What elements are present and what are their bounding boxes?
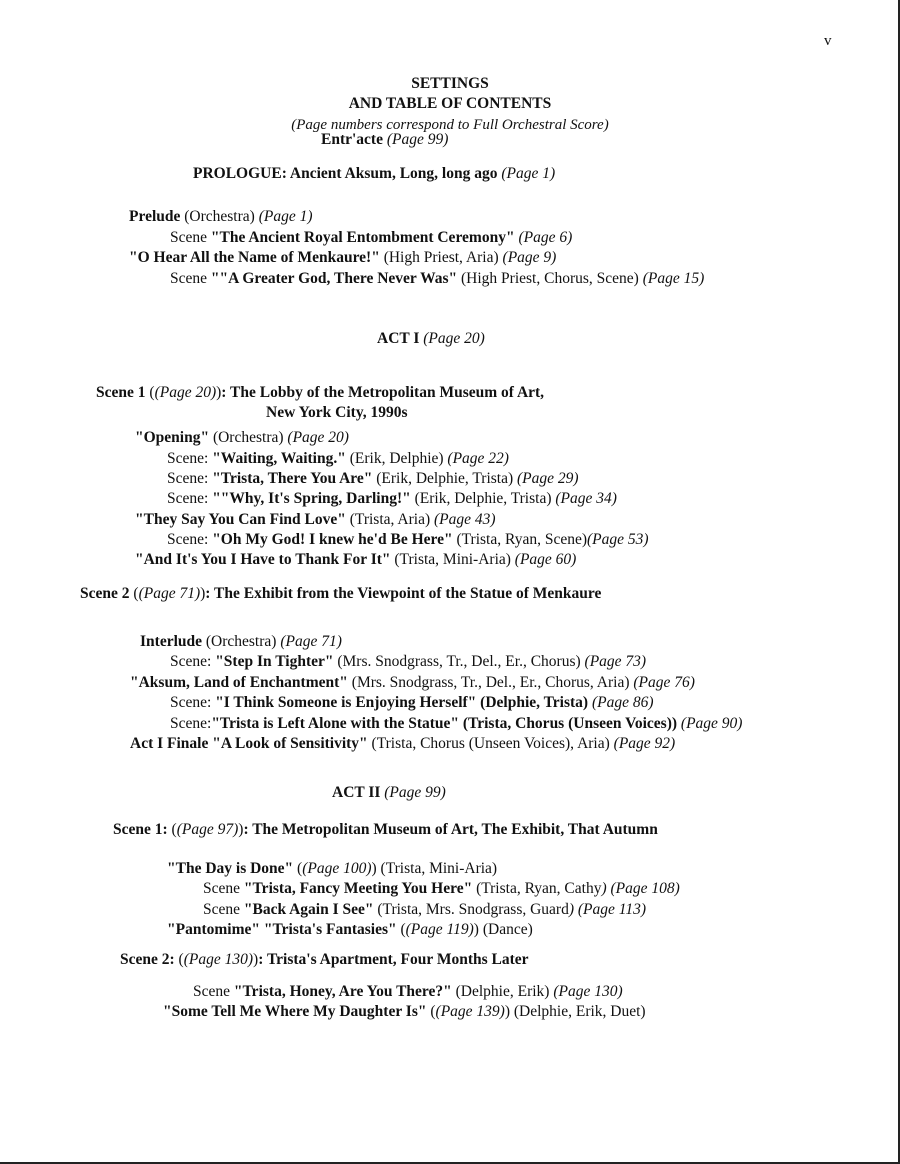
toc-entry: "Aksum, Land of Enchantment" (Mrs. Snodgrass, Tr., Del., Er., Chorus, Aria) (Page 76) [130,674,695,691]
toc-entry: "And It's You I Have to Thank For It" (Trista, Mini-Aria) (Page 60) [135,551,577,568]
header-settings: SETTINGS [411,75,489,92]
act1-scene1-heading: Scene 1 ((Page 20)): The Lobby of the Metropolitan Museum of Art, [96,384,545,401]
toc-entry: Prelude (Orchestra) (Page 1) [129,208,313,225]
toc-entry: Scene "The Ancient Royal Entombment Ceremony" (Page 6) [170,229,573,246]
toc-entry: Scene: "Step In Tighter" (Mrs. Snodgrass, Tr., Del., Er., Chorus) (Page 73) [170,653,647,670]
act1-scene1-heading-cont: New York City, 1990s [266,404,408,421]
toc-entry: Act I Finale "A Look of Sensitivity" (Trista, Chorus (Unseen Voices), Aria) (Page 92) [130,735,676,752]
toc-entry: Scene: "Waiting, Waiting." (Erik, Delphie) (Page 22) [167,450,509,467]
act2-scene1-heading: Scene 1: ((Page 97)): The Metropolitan Museum of Art, The Exhibit, That Autumn [113,821,658,838]
prologue-heading: PROLOGUE: Ancient Aksum, Long, long ago (Page 1) [193,165,556,182]
toc-entry: Scene:"Trista is Left Alone with the Statue" (Trista, Chorus (Unseen Voices)) (Page 90) [170,715,743,732]
header-toc: AND TABLE OF CONTENTS [348,95,552,112]
toc-entry: "The Day is Done" ((Page 100)) (Trista, Mini-Aria) [167,860,498,877]
act1-scene2-heading: Scene 2 ((Page 71)): The Exhibit from the Viewpoint of the Statue of Menkaure [80,585,602,602]
act2-scene2-heading: Scene 2: ((Page 130)): Trista's Apartment, Four Months Later [120,951,529,968]
toc-entry: Scene "Trista, Fancy Meeting You Here" (Trista, Ryan, Cathy) (Page 108) [203,880,680,897]
toc-entry: Scene ""A Greater God, There Never Was" (High Priest, Chorus, Scene) (Page 15) [170,270,705,287]
toc-entry: Scene "Back Again I See" (Trista, Mrs. Snodgrass, Guard) (Page 113) [203,901,647,918]
toc-entry: Scene: "Trista, There You Are" (Erik, Delphie, Trista) (Page 29) [167,470,579,487]
entracte-line: Entr'acte (Page 99) [321,131,449,148]
toc-entry: Scene: ""Why, It's Spring, Darling!" (Erik, Delphie, Trista) (Page 34) [167,490,617,507]
toc-entry: Scene "Trista, Honey, Are You There?" (Delphie, Erik) (Page 130) [193,983,623,1000]
toc-entry: "Opening" (Orchestra) (Page 20) [135,429,349,446]
header-note: (Page numbers correspond to Full Orchestral Score) [291,117,609,133]
toc-entry: "Pantomime" "Trista's Fantasies" ((Page 119)) (Dance) [167,921,533,938]
toc-entry: Interlude (Orchestra) (Page 71) [140,633,342,650]
toc-entry: Scene: "Oh My God! I knew he'd Be Here" (Trista, Ryan, Scene)(Page 53) [167,531,649,548]
toc-entry: "They Say You Can Find Love" (Trista, Aria) (Page 43) [135,511,496,528]
toc-entry: "Some Tell Me Where My Daughter Is" ((Page 139)) (Delphie, Erik, Duet) [163,1003,646,1020]
act1-heading: ACT I (Page 20) [377,330,485,347]
toc-entry: "O Hear All the Name of Menkaure!" (High Priest, Aria) (Page 9) [129,249,557,266]
act2-heading: ACT II (Page 99) [332,784,446,801]
toc-entry: Scene: "I Think Someone is Enjoying Herself" (Delphie, Trista) (Page 86) [170,694,654,711]
page-number: v [824,33,832,49]
